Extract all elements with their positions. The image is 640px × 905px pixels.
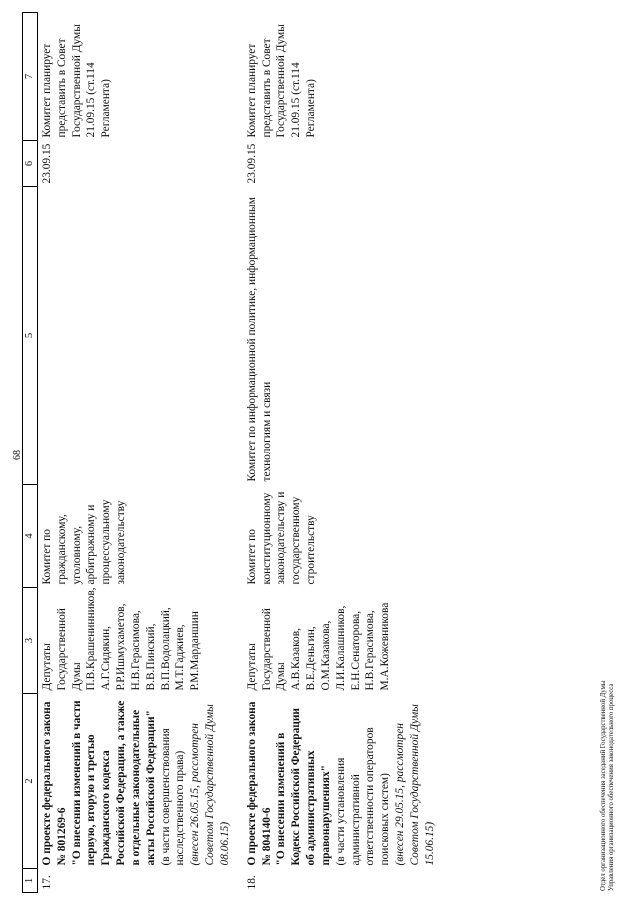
responsible-committee: Комитет по конституционному законодательству и государственному строительству	[245, 491, 318, 585]
page-number: 68	[12, 450, 23, 460]
column-number: 5	[23, 187, 38, 485]
bill-note: (внесен 29.05.15, рассмотрен Советом Государственной Думы 15.06.15)	[394, 704, 436, 866]
bill-title: О проекте федерального закона № 804140-6	[245, 701, 273, 866]
row-number: 18.	[245, 875, 258, 890]
initiator-name: П.В.Крашенинников,	[85, 587, 98, 691]
footer-line: Отдел организационного обеспечения заседаний Государственной Думы	[600, 680, 607, 891]
column-number-row	[23, 13, 38, 893]
initiator-name: Р.М.Марданшин	[189, 611, 202, 691]
bill-detail: (в части совершенствования наследственного права)	[159, 728, 187, 866]
plan-cell: Комитет планирует представить в Совет Государственной Думы 21.09.15 (ст.114 Регламента)	[245, 24, 318, 138]
date-cell: 23.09.15	[41, 143, 53, 184]
column-number: 3	[23, 588, 38, 694]
initiator-name: В.Е.Деньгин,	[305, 626, 318, 691]
bill-subject: "О внесении изменений в Кодекс Российской Федерации об административных правонарушениях"	[275, 708, 332, 866]
bill-note: (внесен 26.05.15, рассмотрен Советом Государственной Думы 08.06.15)	[189, 704, 231, 866]
initiators-cell	[243, 588, 448, 694]
column-number: 2	[23, 694, 38, 869]
initiators-cell	[38, 588, 243, 694]
bill-subject: "О внесении изменений в части первую, вторую и третью Гражданского кодекса Российской Федерации, а также в отдельные законодательные акты Российской Федерации"	[70, 700, 157, 866]
initiator-name: Р.Р.Ишмухаметов,	[115, 603, 128, 691]
column-number: 1	[23, 869, 38, 893]
initiators-label: Депутаты Государственной Думы	[41, 608, 83, 691]
footer-line: Управления организационного обеспечения законодательного процесса	[608, 683, 616, 891]
column-number: 7	[23, 13, 38, 141]
initiators-label: Депутаты Государственной Думы	[245, 608, 288, 691]
initiator-name: В.В.Пинский,	[144, 623, 157, 691]
initiator-name: Л.И.Калашников,	[334, 605, 347, 691]
initiator-name: М.Т.Гаджиев,	[174, 624, 187, 691]
plan-cell: Комитет планирует представить в Совет Государственной Думы 21.09.15 (ст.114 Регламента)	[41, 24, 113, 138]
column-number: 6	[23, 141, 38, 187]
bills-table	[22, 12, 448, 893]
responsible-committee: Комитет по гражданскому, уголовному, арбитражному и процессуальному законодательству	[41, 499, 128, 585]
bill-description	[243, 694, 448, 869]
initiator-name: Н.В.Герасимова,	[129, 610, 142, 691]
initiator-name: М.А.Кожевникова	[379, 602, 392, 691]
date-cell: 23.09.15	[245, 143, 258, 184]
bill-detail: (в части установления административной ответственности операторов поисковых систем)	[334, 727, 392, 866]
initiator-name: А.Г.Сидякин,	[100, 625, 113, 691]
initiator-name: О.М.Казакова,	[319, 620, 332, 691]
column-number: 4	[23, 485, 38, 588]
row-number: 17.	[41, 875, 53, 890]
initiator-name: Е.Н.Сенаторова,	[349, 610, 362, 691]
initiator-name: В.П.Водолацкий,	[159, 607, 172, 691]
bill-description	[38, 694, 243, 869]
table-row	[243, 13, 448, 893]
co-committee: Комитет по информационной политике, информационным технологиям и связи	[245, 197, 273, 482]
bill-title: О проекте федерального закона № 801269-6	[41, 701, 68, 866]
co-committee	[38, 187, 243, 485]
initiator-name: Н.В.Герасимова,	[364, 610, 377, 691]
table-row	[38, 13, 243, 893]
initiator-name: А.В.Казаков,	[290, 628, 303, 691]
footer	[600, 681, 617, 891]
